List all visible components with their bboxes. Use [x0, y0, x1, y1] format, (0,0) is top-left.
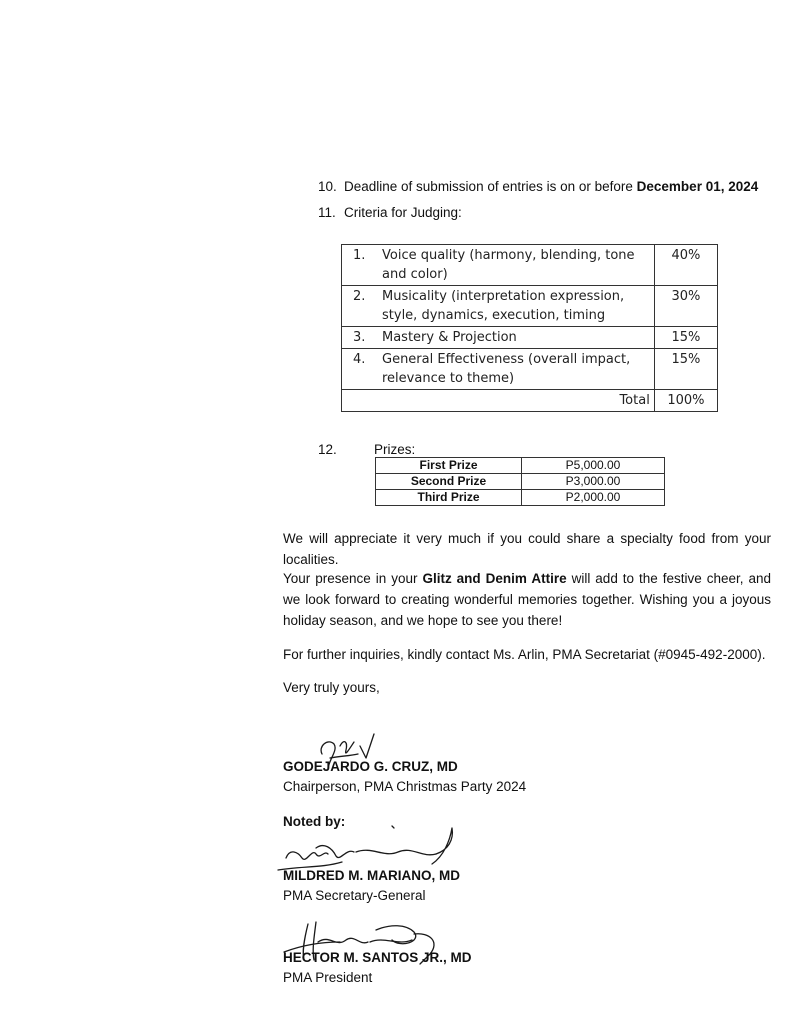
- inquiries-paragraph: For further inquiries, kindly contact Ms. Arlin, PMA Secretariat (#0945-492-2000).: [283, 647, 766, 662]
- closing-line: Very truly yours,: [283, 680, 380, 695]
- item-text: Prizes:: [374, 442, 416, 457]
- prizes-table: [375, 457, 665, 506]
- item-11: [318, 204, 462, 222]
- item-text: Criteria for Judging:: [344, 205, 462, 220]
- prize-row: [376, 490, 665, 506]
- criteria-row: [342, 245, 718, 286]
- prize-row: [376, 458, 665, 474]
- criteria-weight: 15%: [654, 327, 717, 349]
- prize-row: [376, 474, 665, 490]
- prize-amount: P3,000.00: [522, 474, 665, 490]
- attire-paragraph: [283, 568, 771, 631]
- prize-name: Third Prize: [376, 490, 522, 506]
- criteria-row: [342, 286, 718, 327]
- criteria-number: 1.: [353, 248, 366, 263]
- criteria-text: Musicality (interpretation expression, style, dynamics, execution, timing: [382, 289, 625, 323]
- food-paragraph: We will appreciate it very much if you could share a specialty food from your localities.: [283, 531, 771, 567]
- attire-name: Glitz and Denim Attire: [422, 571, 567, 586]
- criteria-row: [342, 349, 718, 390]
- criteria-text: General Effectiveness (overall impact, relevance to theme): [382, 352, 631, 386]
- attire-text-start: Your presence in your: [283, 571, 423, 586]
- criteria-number: 2.: [353, 289, 366, 304]
- criteria-description: [342, 245, 655, 286]
- criteria-number: 3.: [353, 330, 366, 345]
- president-title: PMA President: [283, 970, 373, 985]
- item-number: 12.: [318, 442, 337, 457]
- chair-title: Chairperson, PMA Christmas Party 2024: [283, 779, 527, 794]
- criteria-table: [341, 244, 718, 412]
- criteria-total-row: [342, 390, 718, 412]
- deadline-date: December 01, 2024: [636, 179, 759, 194]
- noted-by-label: Noted by:: [283, 814, 346, 829]
- criteria-description: [342, 286, 655, 327]
- criteria-description: [342, 327, 655, 349]
- item-text: Deadline of submission of entries is on or before: [344, 179, 637, 194]
- prize-amount: P5,000.00: [522, 458, 665, 474]
- criteria-description: [342, 349, 655, 390]
- secretary-general-name: MILDRED M. MARIANO, MD: [283, 868, 460, 883]
- criteria-weight: 30%: [654, 286, 717, 327]
- criteria-weight: 40%: [654, 245, 717, 286]
- criteria-total-value: 100%: [654, 390, 717, 412]
- prize-amount: P2,000.00: [522, 490, 665, 506]
- criteria-text: Voice quality (harmony, blending, tone and color): [382, 248, 635, 282]
- criteria-weight: 15%: [654, 349, 717, 390]
- chair-name: GODEJARDO G. CRUZ, MD: [283, 759, 458, 774]
- secretary-general-title: PMA Secretary-General: [283, 888, 426, 903]
- prize-name: First Prize: [376, 458, 522, 474]
- attire-text-end: will add to the festive cheer, and we look forward to creating wonderful memories together. Wishing you a joyous holiday season, and we hope to see you there!: [283, 571, 772, 628]
- criteria-text: Mastery & Projection: [382, 330, 517, 345]
- item-10: [318, 178, 758, 196]
- prize-name: Second Prize: [376, 474, 522, 490]
- president-name: HECTOR M. SANTOS JR., MD: [283, 950, 472, 965]
- criteria-row: [342, 327, 718, 349]
- item-number: 11.: [318, 205, 336, 220]
- item-number: 10.: [318, 179, 337, 194]
- criteria-total-label: Total: [342, 390, 655, 412]
- criteria-number: 4.: [353, 352, 366, 367]
